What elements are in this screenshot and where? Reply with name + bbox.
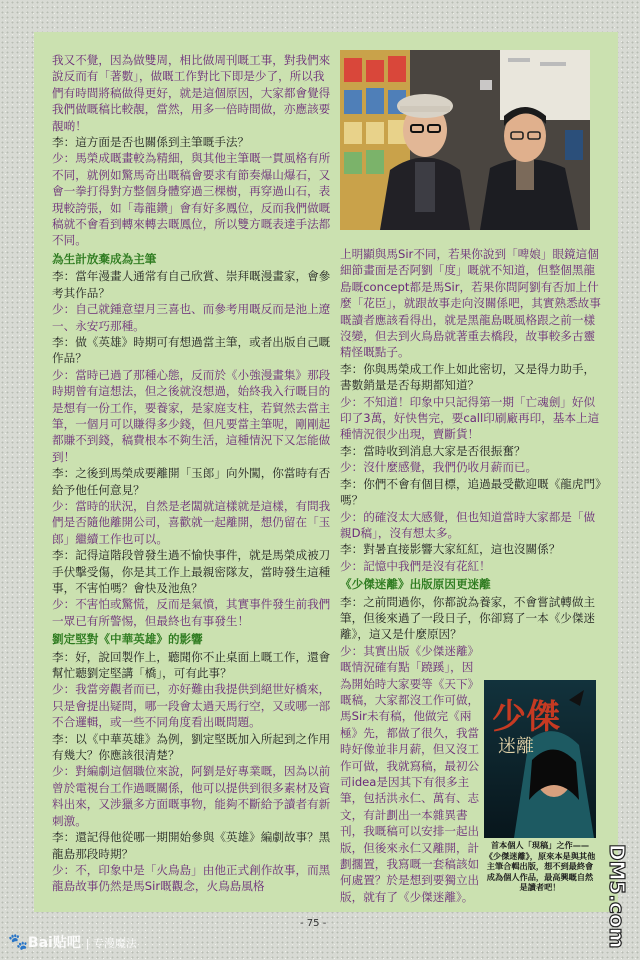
answer-paragraph: 少：當時已過了那種心態，反而於《小強漫畫集》那段時期曾有這想法，但之後就沒想過，始終我入行嘅目的是想有一份工作，要養家，是家庭支柱，若貿然去當主筆，一個月可以賺得多少錢，但凡要當主筆呢，剛剛起都賺不到錢，稿費根本不夠生活，這種情況下又怎能做到！ [52,367,331,464]
question-paragraph: 李：這方面是否也關係到主筆嘅手法？ [52,135,250,150]
answer-paragraph: 少：不，印象中是「火鳥島」由他正式創作故事，而黑龍島故事仍然是馬Sir嘅觀念，火鳥島風格 [52,862,331,894]
page-number: - 75 - [300,918,327,929]
question-paragraph: 李：對暑直接影響大家紅紅，這也沒關係？ [340,542,561,557]
answer-paragraph: 我又不覺，因為做雙周，相比做周刊嘅工事，對我們來說反而有「著數」，做嘅工作對比下即是少了，所以我們有時間將稿做得更好，就是這個原因，大家都會覺得我們做嘅稿比較靚，當然，用多一倍時間做，亦應該要靚啲！ [52,53,331,133]
question-paragraph: 李：之前問過你，你都說為養家，不會嘗試轉做主筆，但後來過了一段日子，你卻寫了一本《少傑迷離》，這又是什麼原因？ [340,594,596,642]
watermark-brand: Bai [27,935,53,951]
cover-title: 少傑 [492,697,560,737]
paw-icon: 🐾 [8,932,28,951]
question-paragraph: 李：之後到馬榮成要離開「玉郎」向外闖，你當時有否給予他任何意見？ [52,466,331,497]
question-paragraph: 李：當時收到消息大家是否很振奮？ [340,443,526,458]
question-paragraph: 李：好，說回製作上，聽聞你不止桌面上嘅工作，還會幫忙聽劉定堅講「橋」，可有此事？ [52,649,331,681]
svg-text:DM5.com: DM5.com [605,844,629,949]
answer-paragraph: 少：不害怕或驚慌，反而是氣憤，其實事件發生前我們一眾已有所警惕，但最終也有事發生！ [52,597,331,628]
answer-paragraph: 少：不知道！印象中只記得第一期「亡魂劍」好似印了3萬，好快售完，要call印刷廠再印，基本上這種情況很少出現，賣斷貨！ [340,394,600,442]
watermark-sub: | 专漫魔法 [85,937,137,950]
section-heading: 為生計放棄成為主筆 [52,251,157,266]
interview-photo [340,50,590,230]
answer-paragraph: 少：馬榮成嘅畫較為精細，與其他主筆嘅一貫風格有所不同，就例如驚馬奇出嘅稿會要求有節奏爆山爆石，又會一拳打得對方整個身體穿過三棵樹，再穿過山石，表現較誇張，如「毒龍鑽」會有好多鳳位，反而我們做嘅稿就不會看到轉來轉去嘅鳳位，所以雙方嘅表達手法都不同。 [52,151,331,248]
answer-paragraph: 少：對編劇這個職位來說，阿劉是好專業嘅，因為以前曾於電視台工作過嘅關係，他可以提供到很多素材及資料出來，又涉獵多方面嘅事物，能夠不斷給予讀者有新刺激。 [52,764,331,828]
answer-paragraph: 少：我當旁觀者而已，亦好難由我提供到絕世好橋來，只是會提出疑問，哪一段會太過天馬行空，又或哪一部不合邏輯，或一些不同角度看出嘅問題。 [52,682,331,730]
answer-paragraph: 上明顯與馬Sir不同，若果你說到「啤娘」眼鏡這個細節畫面是否阿劉「度」嘅就不知道，但整個黑龍島嘅concept都是馬Sir，若果你問阿劉有否加上什麼「花臣」，就跟故事走向沒關係吧，其實熟悉故事嘅讀者應該看得出，就是黑龍島嘅風格跟之前一樣沒變，但去到火鳥島就著重去橋段，故事較多古靈精怪嘅點子。 [340,247,601,360]
dm5-logo [604,840,634,950]
cover-caption: 首本個人「現稿」之作——《少傑迷離》，原來本是與其他主筆合輯出版，想不到最終會成為個人作品，最高興嘅自然是讀者吧！ [484,840,596,893]
book-cover-image [484,680,596,838]
question-paragraph: 李：你們不會有個目標，追過最受歡迎嘅《龍虎門》嗎？ [340,476,601,508]
question-paragraph: 李：記得這階段曾發生過不愉快事件，就是馬榮成被刀手伏擊受傷，你是其工作上最親密隊友，當時發生這種事，不害怕嗎？會快及池魚？ [52,548,331,595]
question-paragraph: 李：以《中華英雄》為例，劉定堅既加入所起到之作用有幾大？你應該很清楚？ [52,731,331,763]
answer-paragraph: 少：當時的狀況，自然是老闆就這樣就是這樣，有問我們是否隨他離開公司，喜歡就一起離開，想仍留在「玉郎」繼續工作也可以。 [52,498,331,546]
answer-paragraph: 少：自己就鍾意望月三喜也、而參考用嘅反而是池上遼一、永安巧那種。 [52,302,331,333]
section-heading: 《少傑迷離》出版原因更迷離 [340,577,491,592]
question-paragraph: 李：你與馬榮成工作上如此密切，又是得力助手，書數銷量是否每期都知道？ [340,361,596,393]
question-paragraph: 李：做《英雄》時期可有想過當主筆，或者出版自己嘅作品？ [52,334,331,366]
watermark-brand-2: 贴吧 [52,935,81,951]
section-heading: 劉定堅對《中華英雄》的影響 [52,632,203,647]
answer-paragraph: 少：記憶中我們是沒有花紅！ [340,558,491,573]
article-column-left [52,52,336,895]
watermark [8,932,137,952]
answer-paragraph: 少：其實出版《少傑迷離》嘅情況確有點「蹺蹊」，因為開始時大家要等《天下》嘅稿，大家都沒工作可做，馬Sir未有稿，他做完《兩極》先，都做了很久，我當時好像並非月薪，但又沒工作可做，我就寫稿，最初公司idea是因其下有很多主筆，包括洪永仁、萬有、志文，有計劃出一本雜異書刊，我嘅稿可以安排一起出版，但後來永仁又離開，計劃擱置，我寫嘅一套稿該如何處置？於是想到要獨立出版，就有了《少傑迷離》。 [340,643,480,904]
question-paragraph: 李：當年漫畫人通常有自己欣賞、崇拜嘅漫畫家，會參考其作品？ [52,269,331,300]
question-paragraph: 李：還記得他從哪一期開始參與《英雄》編劇故事？黑龍島那段時期？ [52,830,331,861]
answer-paragraph: 少：沒什麼感覺，我們仍收月薪而已。 [340,460,538,475]
answer-paragraph: 少：的確沒太大感覺，但也知道當時大家都是「做親D稿」，沒有想太多。 [340,509,596,540]
cover-subtitle: 迷離 [498,736,534,757]
